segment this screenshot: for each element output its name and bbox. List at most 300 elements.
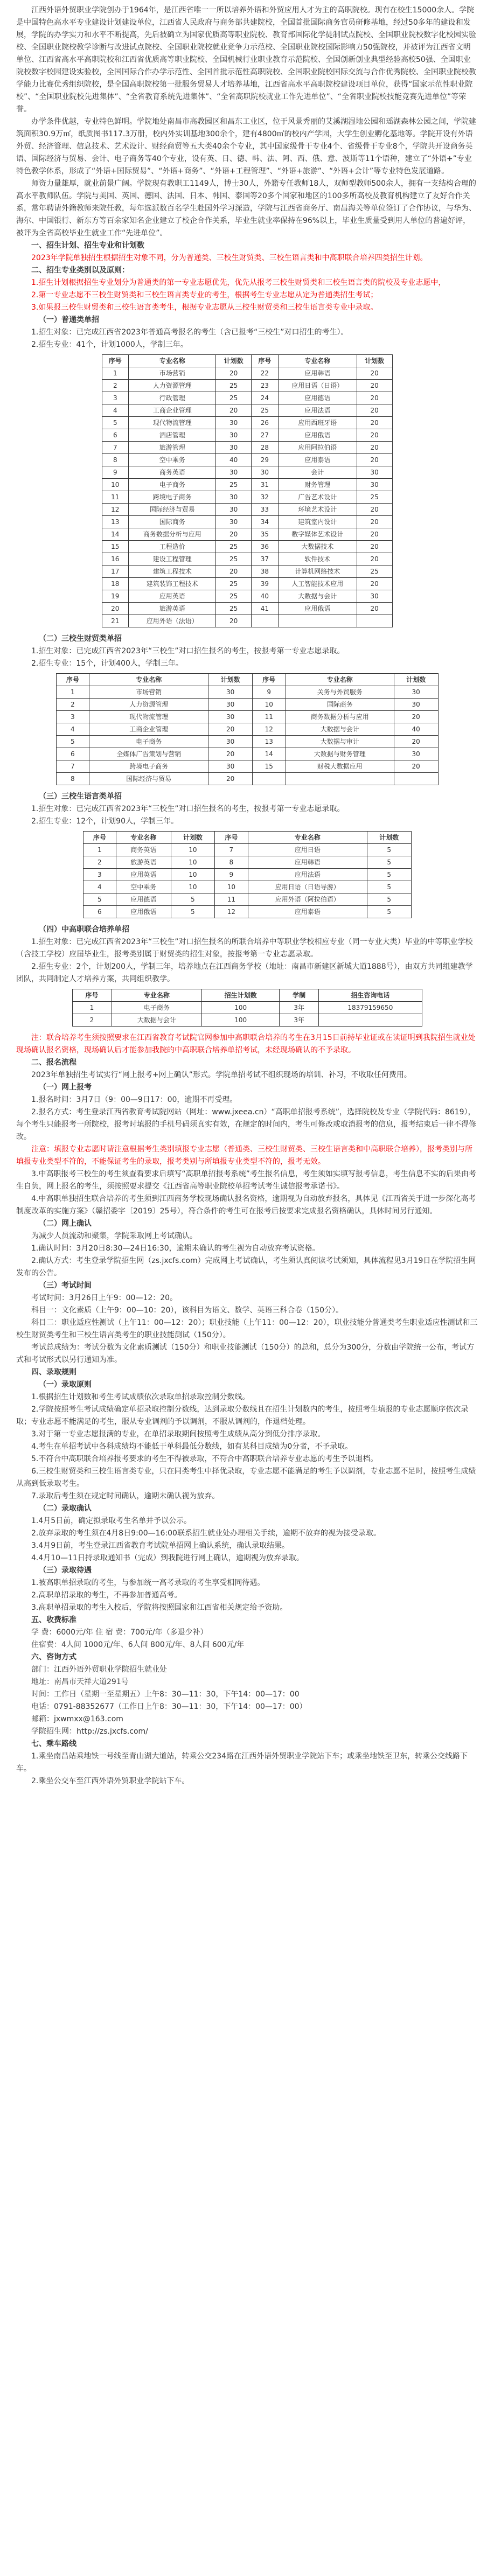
table-cell: 应用英语 bbox=[116, 869, 171, 881]
table-row bbox=[56, 760, 438, 773]
table-cell: 行政管理 bbox=[129, 392, 216, 404]
general-line-1: 1.招生对象：已完成江西省2023年普通高考报名的考生（含已报考“三校生”对口招生的考生）。 bbox=[31, 328, 349, 337]
online-confirm-line-1: 为减少人员流动和聚集，学院采取网上考试确认。 bbox=[31, 1232, 197, 1240]
table-row bbox=[83, 906, 411, 918]
table-cell: 财务管理 bbox=[278, 479, 357, 491]
table-cell: 应用阿拉伯语 bbox=[278, 442, 357, 454]
table-cell: 会计 bbox=[278, 466, 357, 479]
table-cell: 现代物流管理 bbox=[129, 417, 216, 429]
column-header: 计划数 bbox=[216, 355, 252, 367]
column-header: 学制 bbox=[280, 989, 319, 1002]
table-cell: 30 bbox=[216, 417, 252, 429]
table-cell: 数字媒体艺术设计 bbox=[278, 528, 357, 541]
column-header: 专业名称 bbox=[116, 832, 171, 844]
table-header bbox=[83, 832, 411, 844]
table-cell: 10 bbox=[102, 479, 129, 491]
table-cell: 市场营销 bbox=[129, 367, 216, 380]
table-cell: 应用俄语 bbox=[278, 429, 357, 442]
table-row bbox=[102, 566, 392, 578]
table-cell: 20 bbox=[357, 417, 392, 429]
online-confirm-line-3: 2.确认方式：考生登录学院招生网（zs.jxcfs.com）完成网上考试确认，考生须认真阅读考试须知，具体流程见3月19日在学院招生网发布的公告。 bbox=[16, 1256, 476, 1277]
table-row bbox=[83, 869, 411, 881]
table-cell: 30 bbox=[208, 760, 253, 773]
table-cell: 10 bbox=[171, 856, 215, 869]
table-row bbox=[102, 603, 392, 615]
table-cell: 20 bbox=[216, 615, 252, 627]
table-cell: 22 bbox=[252, 367, 279, 380]
table-cell: 12 bbox=[252, 723, 286, 736]
table-cell: 30 bbox=[394, 699, 438, 711]
table-cell: 国际商务 bbox=[286, 699, 394, 711]
contact-website: 学院招生网：http://zs.jxcfs.com/ bbox=[31, 1727, 148, 1736]
table-cell: 13 bbox=[252, 736, 286, 748]
column-header: 序号 bbox=[215, 832, 248, 844]
section-1-note: 2023年学院单独招生根据招生对象不同，分为普通类、三校生财贸类、三校生语言类和中高职联合培养四类招生计划。 bbox=[31, 254, 428, 262]
table-cell: 38 bbox=[252, 566, 279, 578]
table-cell: 30 bbox=[357, 466, 392, 479]
table-cell: 空中乘务 bbox=[116, 881, 171, 893]
table-cell: 应用韩语 bbox=[248, 856, 367, 869]
table-cell: 11 bbox=[252, 711, 286, 723]
table-row bbox=[56, 748, 438, 760]
table-cell: 20 bbox=[208, 748, 253, 760]
table-row bbox=[56, 699, 438, 711]
admission-principle-6: 6.三校生财贸类和三校生语言类专业，只在同类考生中择优录取，专业志愿不能满足的考生予以调剂，专业志愿不足时，按照考生成绩从高到低录取考生。 bbox=[16, 1467, 476, 1488]
column-header: 序号 bbox=[252, 674, 286, 686]
table-cell: 15 bbox=[102, 541, 129, 553]
table-cell: 6 bbox=[102, 429, 129, 442]
table-cell bbox=[252, 773, 286, 785]
table-row bbox=[83, 893, 411, 906]
table-cell: 9 bbox=[102, 466, 129, 479]
table-cell: 9 bbox=[215, 869, 248, 881]
table-cell: 20 bbox=[357, 404, 392, 417]
table-cell: 跨境电子商务 bbox=[129, 491, 216, 504]
column-header: 计划数 bbox=[394, 674, 438, 686]
table-cell: 10 bbox=[171, 869, 215, 881]
table-cell: 20 bbox=[208, 773, 253, 785]
table-cell: 29 bbox=[252, 454, 279, 466]
table-row bbox=[102, 380, 392, 392]
column-header: 序号 bbox=[102, 355, 129, 367]
table-cell: 6 bbox=[83, 906, 116, 918]
table-cell: 20 bbox=[357, 516, 392, 528]
table-cell: 30 bbox=[252, 466, 279, 479]
column-header: 专业名称 bbox=[286, 674, 394, 686]
admission-principle-1: 1.根据招生计划数和考生考试成绩依次录取单招录取控制分数线。 bbox=[31, 1393, 250, 1401]
table-cell: 软件技术 bbox=[278, 553, 357, 566]
table-cell: 国际经济与贸易 bbox=[89, 773, 208, 785]
table-cell: 37 bbox=[252, 553, 279, 566]
table-cell: 30 bbox=[208, 711, 253, 723]
table-cell: 20 bbox=[357, 504, 392, 516]
table-cell: 19 bbox=[102, 590, 129, 603]
admission-confirm-4: 4.4月10—11日持录取通知书（完成）到我院进行网上确认，逾期视为放弃录取。 bbox=[31, 1554, 304, 1562]
table-cell: 建筑装饰工程技术 bbox=[129, 578, 216, 590]
language-line-2: 2.招生专业：12个，计划90人，学制三年。 bbox=[31, 817, 178, 826]
table-cell: 大数据与会计 bbox=[278, 590, 357, 603]
table-cell: 20 bbox=[208, 723, 253, 736]
table-cell: 国际商务 bbox=[129, 516, 216, 528]
joint-line-2: 2.招生专业：2个，计划200人，学制三年，培养地点在江西商务学校（地址：南昌市新建区新城大道1888号），由双方共同组建教学团队，共同制定人才培养方案，共同组织教学。 bbox=[16, 962, 473, 983]
caimao-line-1: 1.招生对象：已完成江西省2023年“三校生”对口招生报名的考生，按报考第一专业志愿录取。 bbox=[31, 647, 345, 655]
route-title: 七、乘车路线 bbox=[31, 1740, 76, 1748]
column-header: 序号 bbox=[56, 674, 89, 686]
table-cell: 2 bbox=[102, 380, 129, 392]
table-cell: 3 bbox=[83, 869, 116, 881]
language-line-1: 1.招生对象：已完成江西省2023年“三校生”对口招生报名的考生，按报考第一专业志愿录取。 bbox=[31, 805, 345, 813]
table-cell: 应用外语（法语） bbox=[129, 615, 216, 627]
fee-line-1: 学 费：6000元/年 住 宿 费：700元/年（多退少补） bbox=[31, 1628, 208, 1637]
table-cell: 27 bbox=[252, 429, 279, 442]
table-cell: 10 bbox=[215, 881, 248, 893]
table-row bbox=[102, 466, 392, 479]
section-2-intro: 2023年单独招生考试实行“网上报考+网上确认”形式。学院单招考试不组织现场的培训、补习，不收取任何费用。 bbox=[31, 1071, 412, 1079]
table-cell: 3年 bbox=[280, 1002, 319, 1014]
table-cell: 20 bbox=[216, 528, 252, 541]
table-cell: 20 bbox=[394, 711, 438, 723]
intro-para-2: 办学条件优越，专业特色鲜明。学院地处南昌市高教园区和昌东工业区，位于风景秀丽的艾溪湖湿地公园和瑶湖森林公园之间，学院建筑面积30.9万㎡，纸质图书117.3万册，校内外实训基地300余个，建有4800㎡的校内产学园，大学生创业孵化基地等。学院开设有外语外贸、经济管理、信息技术、艺术设计、财经商贸等五大类40余个专业，其中国家级骨干专业4个、省级骨干专业8个，学院共开设商务英语、国际经济与贸易、会计、电子商务等40个专业，设有英、日、德、韩、法、阿、西、俄、意、波斯等11个语种，建立了“外语+”专业特色教学体系，形成了“外语+国际贸易”、“外语+商务”、“外语+工程管理”、“外语+旅游”、“外语+会计”等专业特色发展道路。 bbox=[16, 117, 476, 176]
intro-para-3: 师资力量雄厚，就业前景广阔。学院现有教职工1149人，博士30人，外籍专任教师18人，双师型教师500余人，拥有一支结构合理的高水平教师队伍。学院与美国、英国、德国、法国、日本、韩国、泰国等20多个国家和地区的100多所高校及教育机构建立了友好合作关系，常年聘请外籍教师来院任教，每年选派数百名学生赴国外学习深造，学院与江西省商务厅、南昌海关等单位签订了合作协议，与华为、海尔、中国银行、新东方等百余家知名企业建立了校企合作关系，毕业生就业率保持在96%以上，毕业生质量受到用人单位的普遍好评，被评为全省高校毕业生就业工作“先进单位”。 bbox=[16, 179, 476, 238]
table-cell: 7 bbox=[102, 442, 129, 454]
table-cell: 20 bbox=[357, 380, 392, 392]
contact-address: 地址：南昌市天祥大道291号 bbox=[31, 1678, 129, 1686]
table-cell: 30 bbox=[394, 748, 438, 760]
column-header: 专业名称 bbox=[89, 674, 208, 686]
table-row bbox=[56, 723, 438, 736]
table-cell: 5 bbox=[171, 893, 215, 906]
table-cell: 30 bbox=[216, 466, 252, 479]
table-cell: 7 bbox=[215, 844, 248, 856]
column-header: 计划数 bbox=[171, 832, 215, 844]
table-cell: 14 bbox=[252, 748, 286, 760]
table-row bbox=[72, 1014, 422, 1027]
table-cell: 电子商务 bbox=[129, 479, 216, 491]
table-cell: 40 bbox=[216, 454, 252, 466]
table-cell: 4 bbox=[83, 881, 116, 893]
online-apply-title: （一）网上报考 bbox=[39, 1083, 92, 1092]
table-cell: 25 bbox=[216, 578, 252, 590]
table-row bbox=[102, 417, 392, 429]
table-cell: 10 bbox=[252, 699, 286, 711]
table-cell: 大数据与会计 bbox=[286, 723, 394, 736]
table-cell: 26 bbox=[252, 417, 279, 429]
table-cell: 5 bbox=[367, 893, 411, 906]
table-header bbox=[56, 674, 438, 686]
admission-principle-3: 3.对于第一专业志愿报满的专业，在单招录取期间按照考生成绩从高分到低分排序录取。 bbox=[31, 1430, 325, 1439]
table-cell: 30 bbox=[208, 686, 253, 699]
table-row bbox=[102, 404, 392, 417]
table-cell: 空中乘务 bbox=[129, 454, 216, 466]
table-cell: 大数据与审计 bbox=[286, 736, 394, 748]
table-cell: 应用泰语 bbox=[278, 454, 357, 466]
column-header: 计划数 bbox=[208, 674, 253, 686]
table-cell: 39 bbox=[252, 578, 279, 590]
table-cell: 100 bbox=[202, 1014, 280, 1027]
table-cell: 25 bbox=[216, 392, 252, 404]
table-cell: 25 bbox=[357, 491, 392, 504]
column-header: 招生咨询电话 bbox=[319, 989, 422, 1002]
table-cell: 20 bbox=[357, 553, 392, 566]
table-cell: 建设工程管理 bbox=[129, 553, 216, 566]
table-cell: 财税大数据应用 bbox=[286, 760, 394, 773]
table-cell: 20 bbox=[357, 603, 392, 615]
table-cell: 20 bbox=[357, 578, 392, 590]
table-cell: 10 bbox=[171, 844, 215, 856]
table-cell: 20 bbox=[102, 603, 129, 615]
table-cell: 5 bbox=[367, 869, 411, 881]
table-row bbox=[102, 516, 392, 528]
contact-hours: 时间：工作日（星期一至星期五）上午8：30—11：30，下午14：00—17：00 bbox=[31, 1690, 300, 1699]
table-cell: 30 bbox=[216, 429, 252, 442]
online-apply-line-1: 1.报名时间：3月7日（9：00—9日17：00，逾期不再受理。 bbox=[31, 1095, 238, 1104]
table-cell: 工商企业管理 bbox=[89, 723, 208, 736]
section-3-title: 四、录取规则 bbox=[31, 1368, 76, 1377]
column-header: 专业名称 bbox=[112, 989, 202, 1002]
admission-principle-5: 5.不符合中高职联合培养报考要求的考生不得被录取，不符合中高职联合培养专业志愿的考生予以退档。 bbox=[31, 1455, 378, 1463]
table-cell: 广告艺术设计 bbox=[278, 491, 357, 504]
table-cell: 17 bbox=[102, 566, 129, 578]
table-cell: 21 bbox=[102, 615, 129, 627]
contact-title: 六、咨询方式 bbox=[31, 1653, 76, 1662]
table-cell: 8 bbox=[56, 773, 89, 785]
table-cell: 应用韩语 bbox=[278, 367, 357, 380]
table-cell: 30 bbox=[216, 491, 252, 504]
table-cell: 20 bbox=[357, 454, 392, 466]
column-header: 专业名称 bbox=[278, 355, 357, 367]
table-cell: 6 bbox=[56, 748, 89, 760]
table-row bbox=[102, 528, 392, 541]
table-cell: 5 bbox=[56, 736, 89, 748]
column-header: 计划数 bbox=[357, 355, 392, 367]
table-cell: 100 bbox=[202, 1002, 280, 1014]
table-cell: 电子商务 bbox=[89, 736, 208, 748]
table-cell: 30 bbox=[394, 686, 438, 699]
caimao-title: （二）三校生财贸类单招 bbox=[39, 634, 122, 643]
table-cell: 30 bbox=[357, 590, 392, 603]
table-cell: 25 bbox=[216, 541, 252, 553]
table-cell: 25 bbox=[216, 553, 252, 566]
table-row bbox=[102, 392, 392, 404]
table-cell: 市场营销 bbox=[89, 686, 208, 699]
table-row bbox=[102, 442, 392, 454]
table-cell: 跨境电子商务 bbox=[89, 760, 208, 773]
table-cell: 24 bbox=[252, 392, 279, 404]
table-cell bbox=[394, 773, 438, 785]
column-header: 序号 bbox=[252, 355, 279, 367]
rule-2: 2.第一专业志愿不三校生财贸类和三校生语言类专业的考生，根据考生专业志愿从定为普通类招生考试； bbox=[31, 291, 378, 299]
table-cell: 应用泰语 bbox=[248, 906, 367, 918]
table-row bbox=[102, 553, 392, 566]
language-plan-table bbox=[83, 831, 412, 918]
table-cell: 全媒体广告策划与营销 bbox=[89, 748, 208, 760]
table-cell: 应用日语 bbox=[248, 844, 367, 856]
table-cell: 现代物流管理 bbox=[89, 711, 208, 723]
table-cell: 4 bbox=[102, 404, 129, 417]
table-cell: 1 bbox=[56, 686, 89, 699]
table-cell: 5 bbox=[367, 844, 411, 856]
table-cell: 30 bbox=[208, 699, 253, 711]
table-cell: 应用法语 bbox=[278, 404, 357, 417]
table-cell: 建筑室内设计 bbox=[278, 516, 357, 528]
table-cell: 国际经济与贸易 bbox=[129, 504, 216, 516]
table-row bbox=[83, 881, 411, 893]
table-cell: 12 bbox=[215, 906, 248, 918]
table-cell: 5 bbox=[102, 417, 129, 429]
table-cell: 应用德语 bbox=[116, 893, 171, 906]
table-cell: 应用日语（日语导游） bbox=[248, 881, 367, 893]
table-row bbox=[102, 454, 392, 466]
route-line-1: 1.乘坐南昌站乘地铁一号线至青山湖大道站，转乘公交234路在江西外语外贸职业学院站下车；或乘坐地铁至卫东，转乘公交线路下车。 bbox=[16, 1752, 468, 1773]
table-cell bbox=[278, 615, 357, 627]
table-cell: 25 bbox=[216, 590, 252, 603]
table-cell: 3年 bbox=[280, 1014, 319, 1027]
exam-time-title: （三）考试时间 bbox=[39, 1281, 92, 1290]
table-cell: 应用法语 bbox=[248, 869, 367, 881]
table-cell: 13 bbox=[102, 516, 129, 528]
table-cell: 20 bbox=[357, 442, 392, 454]
table-cell: 4 bbox=[56, 723, 89, 736]
table-cell: 40 bbox=[394, 723, 438, 736]
contact-email: 邮箱：jxwmxx@163.com bbox=[31, 1715, 123, 1723]
table-row bbox=[102, 541, 392, 553]
table-cell: 5 bbox=[367, 856, 411, 869]
table-cell: 大数据技术 bbox=[278, 541, 357, 553]
intro bbox=[16, 4, 478, 240]
table-cell: 20 bbox=[216, 404, 252, 417]
table-cell: 计算机网络技术 bbox=[278, 566, 357, 578]
table-cell: 商务数据分析与应用 bbox=[286, 711, 394, 723]
exam-time-line-1: 考试时间：3月26日上午9：00—12：20。 bbox=[31, 1294, 178, 1302]
table-cell: 应用俄语 bbox=[278, 603, 357, 615]
table-cell: 25 bbox=[216, 603, 252, 615]
table-cell: 2 bbox=[72, 1014, 112, 1027]
table-cell: 20 bbox=[394, 736, 438, 748]
table-cell: 30 bbox=[216, 504, 252, 516]
table-cell: 18379159650 bbox=[319, 1002, 422, 1014]
table-cell: 30 bbox=[216, 442, 252, 454]
table-cell: 商务英语 bbox=[116, 844, 171, 856]
fee-line-2: 住宿费：4人间 1000元/年、6人间 800元/年、8人间 600元/年 bbox=[31, 1640, 245, 1649]
table-row bbox=[56, 686, 438, 699]
admission-confirm-3: 3.4月9日前，考生登录江西省教育考试院单招网上确认系统，确认录取结果。 bbox=[31, 1541, 290, 1550]
table-row bbox=[56, 773, 438, 785]
table-row bbox=[102, 615, 392, 627]
table-cell: 14 bbox=[102, 528, 129, 541]
table-cell: 12 bbox=[102, 504, 129, 516]
table-cell: 2 bbox=[83, 856, 116, 869]
table-cell: 人力资源管理 bbox=[89, 699, 208, 711]
admission-benefit-1: 1.被高职单招录取的考生，与参加统一高考录取的考生享受相同待遇。 bbox=[31, 1579, 265, 1587]
admission-benefit-3: 3.高职单招录取的考生入校后，学院将按照国家和江西省相关规定给予资助。 bbox=[31, 1603, 288, 1612]
table-cell: 1 bbox=[83, 844, 116, 856]
table-cell: 人工智能技术应用 bbox=[278, 578, 357, 590]
table-row bbox=[102, 479, 392, 491]
table-row bbox=[56, 736, 438, 748]
table-row bbox=[83, 844, 411, 856]
table-header bbox=[72, 989, 422, 1002]
rule-1: 1.招生计划根据招生专业划分为普通类的第一专业志愿优先，优先从报考三校生财贸类和三校生语言类的院校及专业志愿中， bbox=[31, 278, 446, 287]
table-cell: 人力资源管理 bbox=[129, 380, 216, 392]
table-cell: 30 bbox=[216, 516, 252, 528]
table-cell: 5 bbox=[367, 906, 411, 918]
table-cell: 31 bbox=[252, 479, 279, 491]
table-row bbox=[72, 1002, 422, 1014]
joint-plan-table bbox=[72, 989, 422, 1027]
intro-para-1: 江西外语外贸职业学院创办于1964年，是江西省唯一一所以培养外语和外贸应用人才为主的高职院校。现有在校生15000余人。学院是中国特色高水平专业建设计划建设单位，江西省人民政府与商务部共建院校，全国首批国际商务官员研修基地，经过50多年的建设和发展，学院的办学实力和水平不断提高，先后被确立为国家优质高等职业院校、教育部国际化学徒制试点院校、全国职业院校数字化校园实验校、全国职业院校教学诊断与改进试点院校、全国职业院校就业竞争力示范校、全国职业院校国际影响力50强院校，并被评为江西省文明单位、江西省高水平高职院校和江西省优质高等职业院校、全国机械行业职业教育示范院校、全国创新创业典型经验高校50强、全国职业院校数字校园建设实验校，全国国际合作办学示范性、全国首批示范性高职院校、全国职业院校国际交流与合作优秀院校、全国职业院校教学能力比赛优秀组织院校，是全国高职院校第一批服务贸易人才培养基地，江西省高水平高职院校建设项目单位，获得“国家示范性职业院校”、“全国职业院校先进集体”、“全省教育系统先进集体”、“全省高职院校就业工作先进单位”、“全省职业院校技能竞赛先进单位”等荣誉。 bbox=[16, 6, 476, 114]
table-cell: 5 bbox=[83, 893, 116, 906]
table-cell: 环境艺术设计 bbox=[278, 504, 357, 516]
admission-principle-4: 4.考生在单招考试中各科成绩均不能低于单科最低分数线，如有某科目成绩为0分者，不予录取。 bbox=[31, 1442, 353, 1451]
online-apply-warning: 注意：填报专业志愿时请注意根据考生类别填报专业志愿（普通类、三校生财贸类、三校生语言类和中高职联合培养），报考类别与所填报专业类型不符的，不能保证考生的录取，报考类别与所填报专业类型不符的，报考无效。 bbox=[16, 1145, 472, 1166]
table-cell: 20 bbox=[216, 566, 252, 578]
table-cell: 3 bbox=[102, 392, 129, 404]
table-cell: 电子商务 bbox=[112, 1002, 202, 1014]
table-cell: 9 bbox=[252, 686, 286, 699]
table-cell: 8 bbox=[215, 856, 248, 869]
admission-principle-7: 7.录取后考生须在规定时间确认，逾期未确认视为放弃。 bbox=[31, 1492, 220, 1500]
admission-confirm-title: （二）录取确认 bbox=[39, 1504, 92, 1513]
column-header: 专业名称 bbox=[129, 355, 216, 367]
table-cell: 20 bbox=[357, 429, 392, 442]
table-cell: 应用外语（阿拉伯语） bbox=[248, 893, 367, 906]
table-cell: 41 bbox=[252, 603, 279, 615]
general-title: （一）普通类单招 bbox=[39, 316, 99, 324]
joint-note: 注：联合培养考生须按照要求在江西省教育考试院官网参加中高职联合培养的考生在3月15日前持毕业证或在读证明到我院招生就业处现场确认报名资格，现场确认后才能参加我院的中高职联合培养单招考试，未经现场确认的不予录取。 bbox=[16, 1034, 476, 1055]
table-cell: 旅游英语 bbox=[129, 603, 216, 615]
table-cell: 36 bbox=[252, 541, 279, 553]
section-1-title: 一、招生计划、招生专业和计划数 bbox=[31, 241, 144, 250]
table-cell: 11 bbox=[102, 491, 129, 504]
general-line-2: 2.招生专业：41个，计划1000人，学制三年。 bbox=[31, 340, 188, 349]
table-cell: 20 bbox=[216, 367, 252, 380]
table-cell: 酒店管理 bbox=[129, 429, 216, 442]
table-cell: 大数据与财务管理 bbox=[286, 748, 394, 760]
table-row bbox=[102, 367, 392, 380]
table-cell: 15 bbox=[252, 760, 286, 773]
online-confirm-line-2: 1.确认时间：3月20日8:30—24日16:30，逾期未确认的考生视为自动放弃考试资格。 bbox=[31, 1244, 320, 1253]
online-apply-line-3: 3.中高职报考三校生的考生须查看要求后填写“高职单招报考系统”考生报名信息，考生须如实填写报考信息，考生信息不实的后果由考生自负，网上报名的考生，须按照要求提交《江西省高等职业院校单招考试考生诚信报考承诺书》。 bbox=[16, 1170, 476, 1191]
admission-benefit-title: （三）录取待遇 bbox=[39, 1566, 92, 1575]
table-cell: 旅游管理 bbox=[129, 442, 216, 454]
table-cell: 25 bbox=[216, 380, 252, 392]
online-apply-line-2: 2.报名方式：考生登录江西省教育考试院网站（网址：www.jxeea.cn）“高职单招报考系统”，选择院校及专业（学院代码：8619），每个考生只能报考一所院校，报考时填报的手机号码须真实有效，在规定的时间内，考生可修改或取消报考的信息，报考结束后一律不得修改。 bbox=[16, 1108, 476, 1141]
contact-phone: 电话：0791-88352677（工作日上午8：30—11：30，下午14：00—17：00） bbox=[31, 1702, 307, 1711]
table-cell: 应用英语 bbox=[129, 590, 216, 603]
exam-time-line-4: 考试总成绩为：考试分数为文化素质测试（150分）和职业技能测试（150分）的总和，总分为300分，分数由学院统一公布，考试方式和考试形式以另行通知为准。 bbox=[16, 1343, 475, 1364]
table-row bbox=[102, 590, 392, 603]
table-cell: 11 bbox=[215, 893, 248, 906]
exam-time-line-2: 科目一：文化素质（上午9：00—10：20），该科目为语文、数学、英语三科合卷（150分）。 bbox=[31, 1306, 344, 1315]
table-row bbox=[102, 429, 392, 442]
table-cell: 20 bbox=[394, 760, 438, 773]
table-header bbox=[102, 355, 392, 367]
table-cell: 工商企业管理 bbox=[129, 404, 216, 417]
table-cell: 7 bbox=[56, 760, 89, 773]
table-cell: 25 bbox=[252, 404, 279, 417]
caimao-line-2: 2.招生专业：15个，计划400人，学制三年。 bbox=[31, 659, 183, 668]
column-header: 序号 bbox=[72, 989, 112, 1002]
admission-confirm-1: 1.4月5日前，确定拟录取考生名单并予以公示。 bbox=[31, 1517, 192, 1525]
admission-benefit-2: 2.高职单招录取的考生，不再参加普通高考。 bbox=[31, 1591, 182, 1600]
table-cell bbox=[286, 773, 394, 785]
table-cell: 40 bbox=[252, 590, 279, 603]
table-cell: 商务数据分析与应用 bbox=[129, 528, 216, 541]
general-plan-table bbox=[102, 354, 393, 627]
table-row bbox=[83, 856, 411, 869]
table-cell: 30 bbox=[208, 736, 253, 748]
column-header: 计划数 bbox=[367, 832, 411, 844]
